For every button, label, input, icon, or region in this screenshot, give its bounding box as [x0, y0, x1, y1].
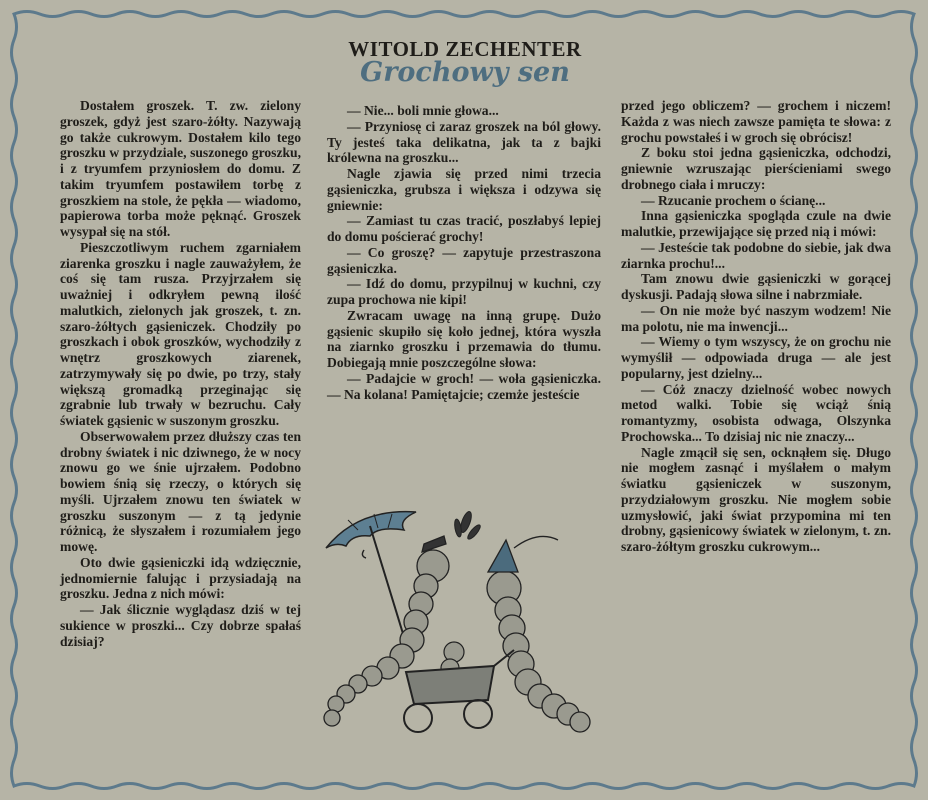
paragraph: — Padajcie w groch! — woła gąsieniczka. — Na kolana! Pamiętajcie; czemże jesteście	[327, 370, 601, 402]
paragraph: — On nie może być naszym wodzem! Nie ma polotu, nie ma inwencji...	[621, 302, 891, 334]
paragraph: Nagle zjawia się przed nimi trzecia gąsieniczka, grubsza i większa i odzywa się gniewnie:	[327, 166, 601, 213]
paragraph: — Idź do domu, przypilnuj w kuchni, czy zupa prochowa nie kipi!	[327, 276, 601, 307]
paragraph: Dostałem groszek. T. zw. zielony groszek, gdyż jest szaro-żółty. Nazywają go także cukrowym. Dostałem kilo tego groszku w przydziale, suszonego groszku, i z tryumfem przyniosłem do domu. Z takim tryumfem postawiłem torbę z groszkiem na stole, że pękła — wiadomo, papierowa torba może pęknąć. Groszek wysypał się na stół.	[60, 98, 301, 239]
paragraph: — Zamiast tu czas tracić, poszłabyś lepiej do domu pościerać grochy!	[327, 213, 601, 244]
paragraph: przed jego obliczem? — grochem i niczem! Każda z was niech zawsze pamięta te słowa: z grochu powstałeś i w groch się obrócisz!	[621, 98, 891, 145]
paragraph: — Cóż znaczy dzielność wobec nowych metod walki. Tobie się wciąż śnią romantyzmy, osobista odwaga, Olszynka Prochowska... To dzisiaj nic nie znaczy...	[621, 381, 891, 444]
paragraph: Z boku stoi jedna gąsieniczka, odchodzi, gniewnie wzruszając pierścieniami swego drobnego ciała i mruczy:	[621, 145, 891, 192]
article-title: Grochowy sen	[360, 57, 570, 88]
paragraph: Nagle zmącił się sen, ocknąłem się. Długo nie mogłem zasnąć i myślałem o małym światku gąsieniczek w suszonym, przydziałowym groszku. Nie mogłem sobie uzmysłowić, jaki świat przypomina mi ten drobny, gąsienicowy światek w zielonym, t. zn. szaro-żółtym groszku cukrowym...	[621, 444, 891, 554]
umbrella-icon	[326, 512, 416, 650]
paragraph: Obserwowałem przez dłuższy czas ten drobny światek i nic dziwnego, że w nocy znowu go we śnie ujrzałem. Podobno bowiem śnią się rzeczy, o których się myśli. Ujrzałem znowu ten światek w groszku suszonym — z tą jedynie różnicą, że słyszałem i rozumiałem jego mowę.	[60, 428, 301, 554]
paragraph: Inna gąsieniczka spogląda czule na dwie malutkie, przewijające się przed nią i mówi:	[621, 208, 891, 239]
paragraph: Pieszczotliwym ruchem zgarniałem ziarenka groszku i nagle zauważyłem, że coś się tam rusza. Przyjrzałem się uważniej i odkryłem pewną ilość malutkich, zielonych jak groszek, t. zn. szaro-żółtych gąsieniczek. Chodziły po groszkach i obok groszków, wychodziły z wnętrz groszkowych ziarenek, zatrzymywały się po dwie, po trzy, stały większą gromadką przeginając się zgrabnie lub trwały w bezruchu. Cały światek gąsienic w suszonym groszku.	[60, 239, 301, 428]
caterpillars-illustration	[318, 500, 608, 740]
paragraph: — Jesteście tak podobne do siebie, jak dwa ziarnka prochu!...	[621, 239, 891, 271]
author-name: WITOLD ZECHENTER	[348, 37, 582, 61]
text-column-3	[621, 98, 891, 555]
paragraph: Tam znowu dwie gąsieniczki w gorącej dyskusji. Padają słowa silne i nabrzmiałe.	[621, 271, 891, 302]
article-header	[330, 38, 600, 88]
paragraph: — Przyniosę ci zaraz groszek na ból głowy. Ty jesteś taka delikatna, jak ta z bajki królewna na groszku...	[327, 118, 601, 166]
paragraph: — Jak ślicznie wyglądasz dziś w tej sukience w proszki... Czy dobrze spałaś dzisiaj?	[60, 602, 301, 649]
text-column-1	[60, 98, 301, 649]
paragraph: — Co groszę? — zapytuje przestraszona gąsieniczka.	[327, 244, 601, 276]
paragraph: Zwracam uwagę na inną grupę. Dużo gąsienic skupiło się koło jednej, która wyszła na ziarnko groszku i przemawia do tłumu. Dobiegają mnie poszczególne słowa:	[327, 307, 601, 370]
paragraph: — Wiemy o tym wszyscy, że on grochu nie wymyślił — odpowiada druga — ale jest popularny, jest dzielny...	[621, 334, 891, 381]
paragraph: Oto dwie gąsieniczki idą wdzięcznie, jednomiernie falując i przysiadają na groszku. Jedna z nich mówi:	[60, 554, 301, 602]
text-column-2	[327, 103, 601, 402]
feather-plume-icon	[453, 510, 482, 541]
paragraph: — Rzucanie prochem o ścianę...	[641, 192, 826, 208]
pram-icon	[404, 650, 514, 732]
paragraph: — Nie... boli mnie głowa...	[347, 103, 499, 118]
caterpillar-right-icon	[487, 536, 590, 732]
